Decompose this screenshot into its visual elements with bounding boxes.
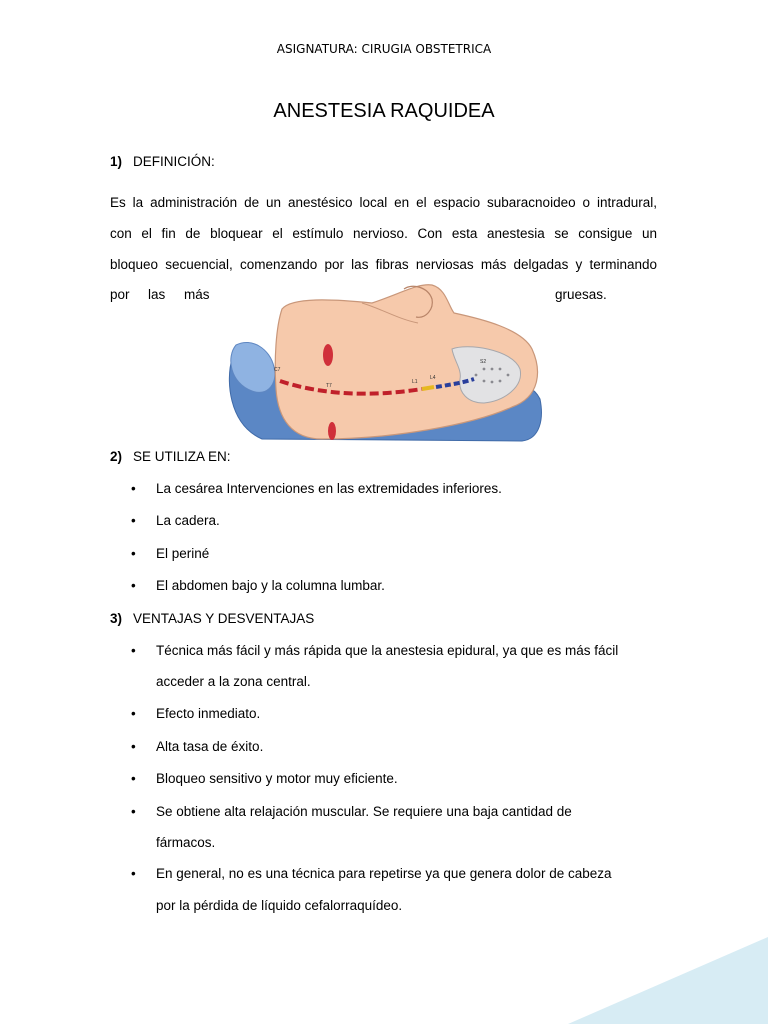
label-c7: C7 <box>274 367 281 373</box>
pros-cons-item: Se obtiene alta relajación muscular. Se requiere una baja cantidad de <box>156 804 572 819</box>
decorative-corner-shape <box>560 935 768 1024</box>
pros-cons-item: Alta tasa de éxito. <box>156 739 264 754</box>
use-list-item: El periné <box>156 546 210 561</box>
pros-cons-item: Bloqueo sensitivo y motor muy eficiente. <box>156 771 398 786</box>
pros-cons-item: Efecto inmediato. <box>156 706 261 721</box>
leg-mark <box>328 422 336 440</box>
lumbar-segment <box>422 387 434 389</box>
section-number: 3) <box>110 611 123 626</box>
label-l1: L1 <box>412 379 418 385</box>
definition-word: más <box>184 287 210 302</box>
bullet-icon: • <box>131 513 136 528</box>
pros-cons-item: Técnica más fácil y más rápida que la anestesia epidural, ya que es más fácil <box>156 643 619 658</box>
pros-cons-item-continuation: por la pérdida de líquido cefalorraquídeo. <box>156 898 403 913</box>
section-heading-text: DEFINICIÓN: <box>133 154 215 169</box>
label-l4: L4 <box>430 375 436 381</box>
section-number: 1) <box>110 154 123 169</box>
section-3-heading <box>110 611 314 626</box>
section-heading-text: SE UTILIZA EN: <box>133 449 231 464</box>
section-2-heading <box>110 449 231 464</box>
bullet-icon: • <box>131 546 136 561</box>
use-list-item: El abdomen bajo y la columna lumbar. <box>156 578 385 593</box>
definition-line: bloqueo secuencial, comenzando por las fibras nerviosas más delgadas y terminando <box>110 257 657 272</box>
bullet-icon: • <box>131 578 136 593</box>
use-list-item: La cadera. <box>156 513 220 528</box>
document-title: ANESTESIA RAQUIDEA <box>273 100 495 122</box>
label-t7: T7 <box>326 383 332 389</box>
label-s2: S2 <box>480 359 487 365</box>
use-list-item: La cesárea Intervenciones en las extremidades inferiores. <box>156 481 502 496</box>
spinal-anesthesia-illustration <box>222 279 548 445</box>
section-1-heading <box>110 154 215 169</box>
bullet-icon: • <box>131 706 136 721</box>
bullet-icon: • <box>131 739 136 754</box>
pros-cons-item-continuation: fármacos. <box>156 835 216 850</box>
definition-word: por <box>110 287 130 302</box>
bullet-icon: • <box>131 481 136 496</box>
pros-cons-item-continuation: acceder a la zona central. <box>156 674 311 689</box>
bullet-icon: • <box>131 804 136 819</box>
definition-line: con el fin de bloquear el estímulo nervioso. Con esta anestesia se consigue un <box>110 226 657 241</box>
section-number: 2) <box>110 449 123 464</box>
definition-word: las <box>148 287 166 302</box>
definition-word: gruesas. <box>555 287 607 302</box>
arm-mark <box>323 344 333 366</box>
pros-cons-item: En general, no es una técnica para repetirse ya que genera dolor de cabeza <box>156 866 612 881</box>
bullet-icon: • <box>131 771 136 786</box>
definition-line: Es la administración de un anestésico local en el espacio subaracnoideo o intradural, <box>110 195 657 210</box>
bullet-icon: • <box>131 866 136 881</box>
section-heading-text: VENTAJAS Y DESVENTAJAS <box>133 611 315 626</box>
bullet-icon: • <box>131 643 136 658</box>
page-header-subject: ASIGNATURA: CIRUGIA OBSTETRICA <box>276 42 492 56</box>
